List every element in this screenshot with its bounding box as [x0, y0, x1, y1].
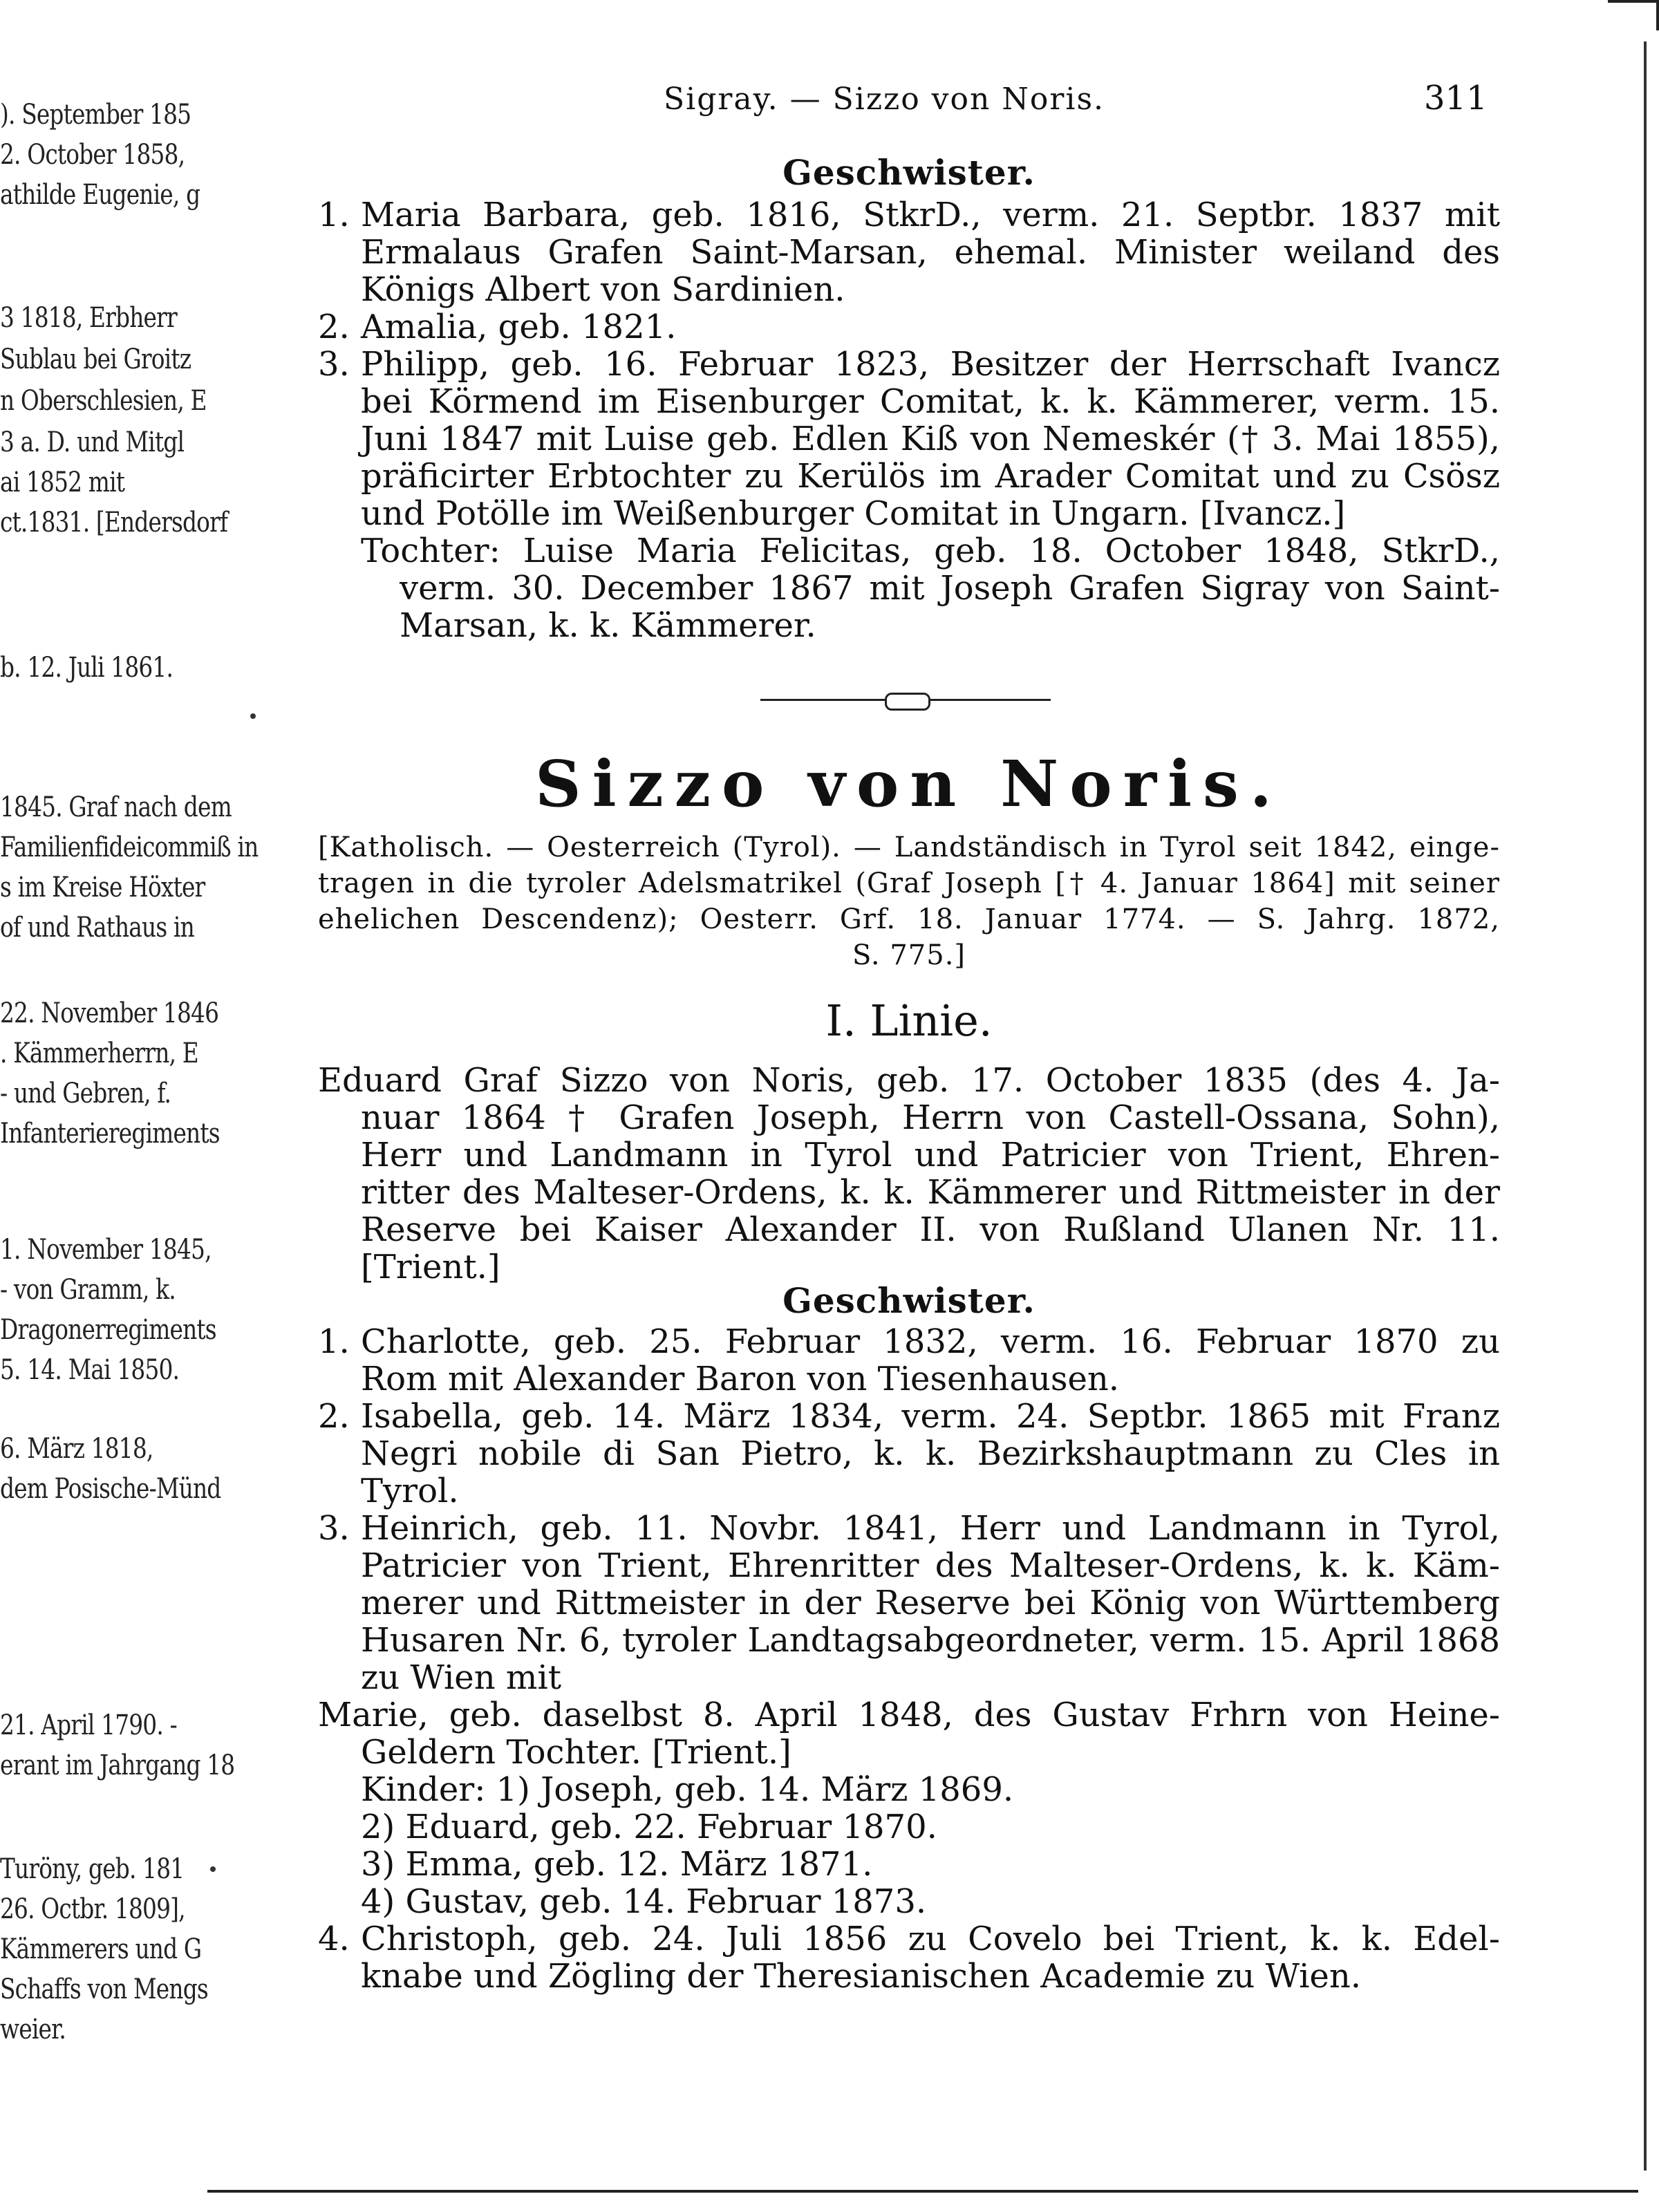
entry-line: präficirter Erbtochter zu Kerülös im Arader Comitat und zu Csösz	[361, 457, 1500, 496]
margin-fragment: 1. November 1845,	[0, 1234, 212, 1266]
margin-fragment: ). September 185	[0, 99, 191, 131]
note-line: [Katholisch. — Oesterreich (Tyrol). — Landständisch in Tyrol seit 1842, einge-	[318, 832, 1500, 863]
margin-fragment: Turöny, geb. 181	[0, 1853, 185, 1885]
page-bottom-edge	[207, 2190, 1638, 2193]
margin-fragment: 21. April 1790. -	[0, 1709, 177, 1741]
margin-fragment: 3 1818, Erbherr	[0, 302, 177, 334]
tochter-line: verm. 30. December 1867 mit Joseph Grafen Sigray von Saint-	[400, 569, 1500, 608]
entry-number: 4.	[318, 1920, 350, 1958]
entry-line: Patricier von Trient, Ehrenritter des Malteser-Ordens, k. k. Käm-	[361, 1546, 1500, 1585]
linie-heading: I. Linie.	[825, 995, 993, 1046]
kinder-line: Kinder: 1) Joseph, geb. 14. März 1869.	[361, 1770, 1014, 1809]
section-heading: Geschwister.	[782, 152, 1035, 193]
family-title: Sizzo von Noris.	[535, 747, 1283, 821]
entry-number: 1.	[318, 196, 350, 234]
entry-line: 3. Philipp, geb. 16. Februar 1823, Besitzer der Herrschaft Ivancz	[318, 345, 1500, 384]
entry-line: Juni 1847 mit Luise geb. Edlen Kiß von Nemeskér († 3. Mai 1855),	[361, 420, 1500, 458]
page-edge-line	[1644, 41, 1647, 2171]
margin-fragment: Infanterieregiments	[0, 1118, 220, 1150]
divider-ornament	[760, 693, 1051, 706]
noris-siblings	[318, 1323, 1500, 1995]
facing-page-margin	[0, 0, 259, 2212]
entry-line: 3. Heinrich, geb. 11. Novbr. 1841, Herr und Landmann in Tyrol,	[318, 1509, 1500, 1548]
entry-line: knabe und Zögling der Theresianischen Academie zu Wien.	[361, 1957, 1362, 1996]
entry-line: Ermalaus Grafen Saint-Marsan, ehemal. Minister weiland des	[361, 233, 1500, 272]
margin-fragment: 6. März 1818,	[0, 1433, 153, 1465]
margin-fragment: . Kämmerherrn, E	[0, 1038, 198, 1069]
entry-line: merer und Rittmeister in der Reserve bei König von Württemberg	[361, 1584, 1500, 1622]
head-entry	[318, 1062, 1500, 1286]
entry-line: Eduard Graf Sizzo von Noris, geb. 17. October 1835 (des 4. Ja-	[318, 1061, 1500, 1100]
entry-number: 3.	[318, 345, 350, 384]
margin-fragment: athilde Eugenie, g	[0, 179, 200, 211]
margin-fragment: erant im Jahrgang 18	[0, 1750, 235, 1781]
note-line: tragen in die tyroler Adelsmatrikel (Graf Joseph [† 4. Januar 1864] mit seiner	[318, 868, 1500, 899]
section-heading: Geschwister.	[782, 1280, 1035, 1321]
entry-line: zu Wien mit	[361, 1658, 562, 1697]
margin-fragment: dem Posische-Münd	[0, 1473, 221, 1505]
margin-fragment: weier.	[0, 2014, 66, 2045]
margin-fragment: 3 a. D. und Mitgl	[0, 427, 185, 458]
margin-fragment: Sublau bei Groitz	[0, 344, 191, 375]
ink-speck	[250, 713, 256, 719]
entry-line: Rom mit Alexander Baron von Tiesenhausen.	[361, 1360, 1120, 1398]
entry-line: nuar 1864 † Grafen Joseph, Herrn von Castell-Ossana, Sohn),	[361, 1098, 1500, 1137]
margin-fragment: 26. Octbr. 1809],	[0, 1893, 185, 1925]
margin-fragment: s im Kreise Höxter	[0, 872, 205, 903]
margin-fragment: - und Gebren, f.	[0, 1078, 171, 1109]
margin-fragment: 22. November 1846	[0, 997, 219, 1029]
kinder-line: 2) Eduard, geb. 22. Februar 1870.	[361, 1808, 937, 1846]
margin-fragment: 1845. Graf nach dem	[0, 791, 232, 823]
entry-number: 3.	[318, 1509, 350, 1548]
entry-line: 1. Maria Barbara, geb. 1816, StkrD., verm. 21. Septbr. 1837 mit	[318, 196, 1500, 234]
margin-fragment: Kämmerers und G	[0, 1933, 202, 1965]
note-line: S. 775.]	[852, 939, 966, 971]
entry-line: bei Körmend im Eisenburger Comitat, k. k. Kämmerer, verm. 15.	[361, 382, 1500, 421]
entry-line: 4. Christoph, geb. 24. Juli 1856 zu Covelo bei Trient, k. k. Edel-	[318, 1920, 1500, 1958]
entry-line: Husaren Nr. 6, tyroler Landtagsabgeordneter, verm. 15. April 1868	[361, 1621, 1500, 1660]
margin-fragment: ai 1852 mit	[0, 467, 125, 498]
entry-number: 2.	[318, 1397, 350, 1436]
margin-fragment: Dragonerregiments	[0, 1314, 216, 1346]
margin-fragment: - von Gramm, k.	[0, 1274, 176, 1306]
family-note	[318, 830, 1500, 973]
margin-fragment: of und Rathaus in	[0, 912, 194, 944]
entry-number: 2.	[318, 308, 350, 346]
margin-fragment: Schaffs von Mengs	[0, 1974, 208, 2005]
margin-fragment: b. 12. Juli 1861.	[0, 652, 174, 684]
tochter-line: Tochter: Luise Maria Felicitas, geb. 18. October 1848, StkrD.,	[361, 532, 1500, 570]
running-head: Sigray. — Sizzo von Noris.	[664, 82, 1105, 117]
entry-line: Negri nobile di San Pietro, k. k. Bezirkshauptmann zu Cles in	[361, 1434, 1500, 1473]
page-number: 311	[1424, 79, 1488, 118]
entry-line: 1. Charlotte, geb. 25. Februar 1832, verm. 16. Februar 1870 zu	[318, 1322, 1500, 1361]
kinder-line: 4) Gustav, geb. 14. Februar 1873.	[361, 1882, 927, 1921]
page-edge-mark	[1608, 0, 1659, 30]
margin-fragment: n Oberschlesien, E	[0, 385, 207, 417]
tochter-line: Marsan, k. k. Kämmerer.	[400, 606, 816, 645]
ink-speck	[210, 1866, 216, 1872]
entry-line: ritter des Malteser-Ordens, k. k. Kämmerer und Rittmeister in der	[361, 1173, 1500, 1212]
entry-line: Reserve bei Kaiser Alexander II. von Rußland Ulanen Nr. 11.	[361, 1210, 1500, 1249]
entry-number: 1.	[318, 1322, 350, 1361]
marie-line: Marie, geb. daselbst 8. April 1848, des Gustav Frhrn von Heine-	[318, 1696, 1500, 1734]
entry-line: Tyrol.	[361, 1472, 459, 1510]
entry-line: 2. Isabella, geb. 14. März 1834, verm. 24. Septbr. 1865 mit Franz	[318, 1397, 1500, 1436]
sigray-siblings	[318, 196, 1500, 644]
entry-line: und Potölle im Weißenburger Comitat in Ungarn. [Ivancz.]	[361, 494, 1346, 533]
entry-line: Herr und Landmann in Tyrol und Patricier von Trient, Ehren-	[361, 1136, 1500, 1174]
entry-line: [Trient.]	[361, 1248, 500, 1286]
margin-fragment: 2. October 1858,	[0, 139, 185, 171]
marie-line: Geldern Tochter. [Trient.]	[361, 1733, 791, 1772]
kinder-line: 3) Emma, geb. 12. März 1871.	[361, 1845, 873, 1884]
margin-fragment: ct.1831. [Endersdorf	[0, 507, 228, 538]
note-line: ehelichen Descendenz); Oesterr. Grf. 18. Januar 1774. — S. Jahrg. 1872,	[318, 903, 1500, 935]
margin-fragment: Familienfideicommiß in	[0, 832, 259, 863]
margin-fragment: 5. 14. Mai 1850.	[0, 1354, 180, 1386]
entry-line: Königs Albert von Sardinien.	[361, 270, 845, 309]
entry-line: 2. Amalia, geb. 1821.	[318, 308, 677, 346]
